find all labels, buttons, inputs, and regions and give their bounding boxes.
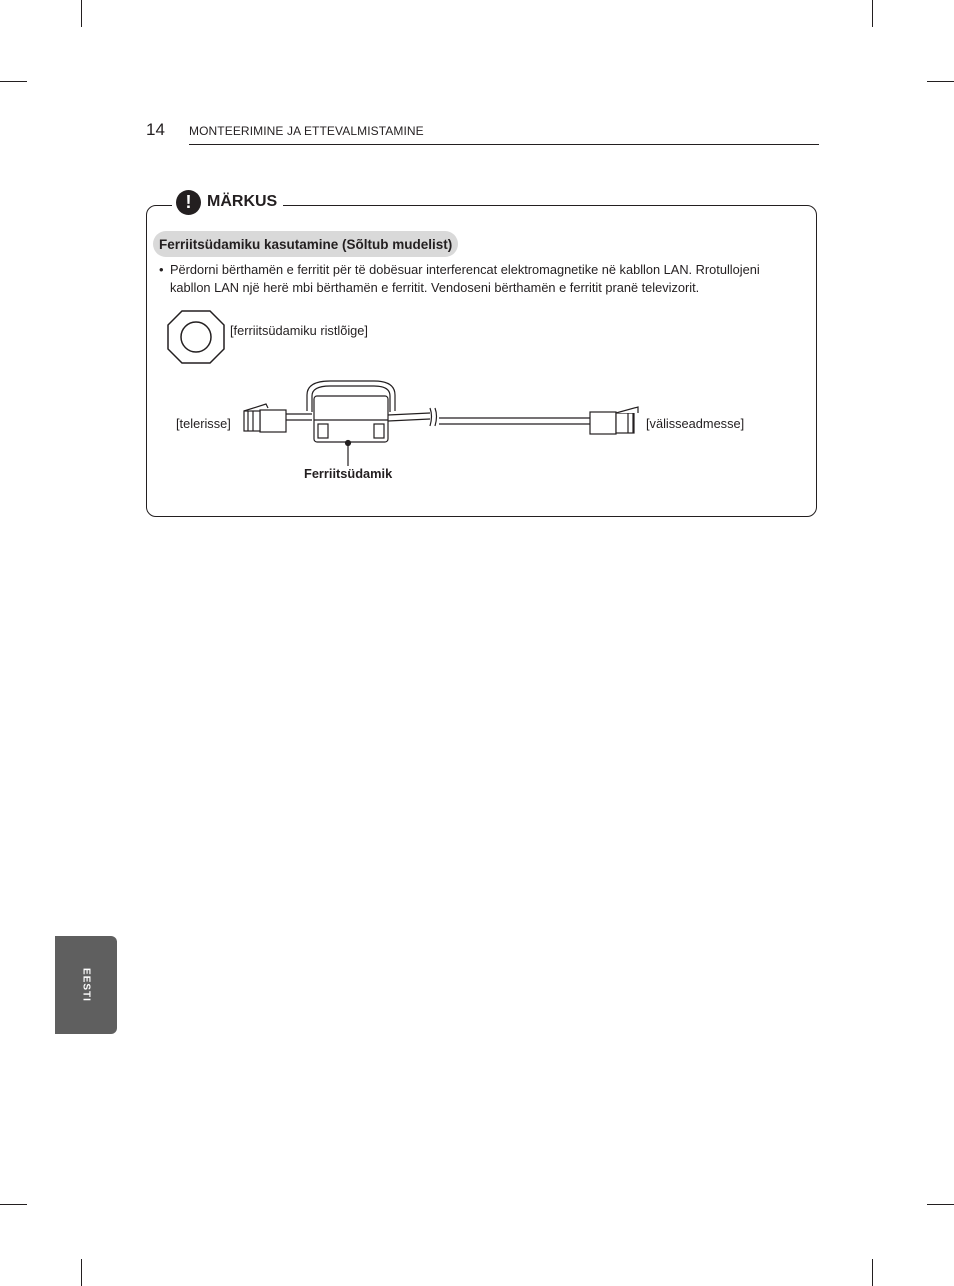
crop-mark (927, 1204, 954, 1205)
crop-mark (0, 81, 27, 82)
crop-mark (872, 0, 873, 27)
bullet-icon: • (159, 262, 164, 277)
crop-mark (81, 1259, 82, 1286)
crop-mark (872, 1259, 873, 1286)
ferrite-core-body (314, 396, 388, 442)
note-title: MÄRKUS (207, 193, 278, 210)
header-rule (189, 144, 819, 145)
note-heading (172, 188, 283, 216)
language-tab-label: EESTI (80, 968, 92, 1002)
note-bullet-text: Përdorni bërthamën e ferritit për të dobësuar interferencat elektromagnetike në kabllon LAN. Rrotullojeni kabllon LAN një herë mbi bërthamën e ferritit. Vendoseni bërthamën e ferritit pranë televizorit. (170, 262, 760, 295)
note-subtitle: Ferriitsüdamiku kasutamine (Sõltub mudelist) (153, 231, 458, 257)
tv-side-label: [telerisse] (176, 416, 231, 431)
cross-section-label: [ferriitsüdamiku ristlõige] (230, 323, 368, 338)
language-tab (55, 936, 117, 1034)
external-device-label: [välisseadmesse] (646, 416, 745, 431)
ferrite-core-label: Ferriitsüdamik (304, 466, 393, 481)
exclamation-icon: ! (176, 190, 201, 215)
crop-mark (0, 1204, 27, 1205)
crop-mark (927, 81, 954, 82)
section-title: MONTEERIMINE JA ETTEVALMISTAMINE (189, 124, 424, 138)
rj45-plug-left (244, 404, 286, 432)
core-pointer (346, 441, 351, 467)
rj45-plug-right (590, 407, 638, 434)
crop-mark (81, 0, 82, 27)
ferrite-cross-section (168, 311, 224, 363)
page-number: 14 (146, 120, 165, 139)
